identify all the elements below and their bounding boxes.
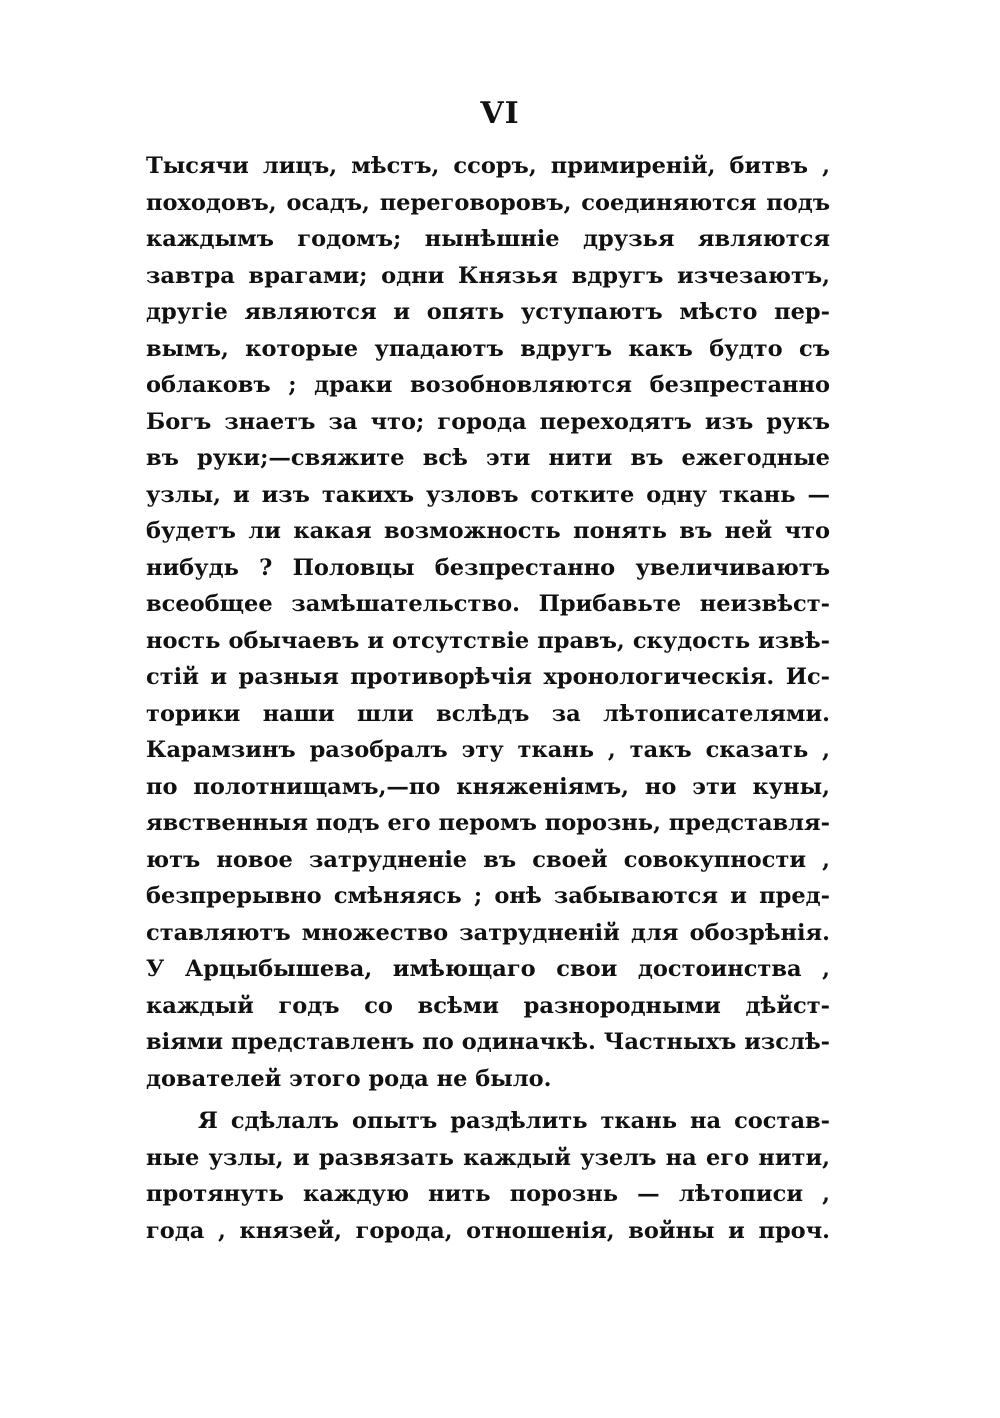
text-line: Карамзинъ разобралъ эту ткань , такъ сказать , <box>146 737 830 763</box>
text-line: завтра врагами; одни Князья вдругъ изчезаютъ, <box>146 262 830 289</box>
text-line: стій и разныя противорѣчія хронологическія. Ис- <box>146 664 830 690</box>
text-line: віями представленъ по одиначкѣ. Частныхъ изслѣ- <box>146 1029 830 1055</box>
text-line: облаковъ ; драки возобновляются безпрестанно <box>146 372 830 398</box>
paragraph-2 <box>146 1103 830 1249</box>
page-number: VI <box>480 96 520 131</box>
paragraph-1 <box>146 148 830 1097</box>
text-line: У Арцыбышева, имѣющаго свои достоинства , <box>146 956 830 982</box>
text-line: другіе являются и опять уступаютъ мѣсто пер- <box>146 299 830 325</box>
text-line: явственныя подъ его перомъ порознь, представля- <box>146 810 830 836</box>
text-line: Я сдѣлалъ опытъ раздѣлить ткань на состав- <box>198 1108 830 1134</box>
text-line: дователей этого рода не было. <box>146 1065 552 1092</box>
text-line: торики наши шли вслѣдъ за лѣтописателями. <box>146 700 830 727</box>
text-line: каждый годъ со всѣми разнородными дѣйст- <box>146 992 830 1019</box>
text-line: безпрерывно смѣняясь ; онѣ забываются и пред- <box>146 883 830 909</box>
text-line: по полотнищамъ,—по княженіямъ, но эти куны, <box>146 773 830 800</box>
text-line: Богъ знаетъ за что; города переходятъ изъ рукъ <box>146 408 830 435</box>
text-line: нибудь ? Половцы безпрестанно увеличиваютъ <box>146 554 830 581</box>
text-line: Тысячи лицъ, мѣстъ, ссоръ, примиреній, битвъ , <box>146 153 830 179</box>
text-line: ные узлы, и развязать каждый узелъ на его нити, <box>146 1144 830 1171</box>
text-line: походовъ, осадъ, переговоровъ, соединяются подъ <box>146 189 830 216</box>
text-line: вымъ, которые упадаютъ вдругъ какъ будто съ <box>146 335 830 362</box>
text-line: узлы, и изъ такихъ узловъ соткитe одну ткань — <box>146 481 830 508</box>
text-line: протянуть каждую нить порознь — лѣтописи , <box>146 1181 830 1207</box>
text-line: всеобщее замѣшательство. Прибавьте неизвѣст- <box>146 591 830 617</box>
text-line: года , князей, города, отношенія, войны и проч. <box>146 1217 830 1244</box>
body-text <box>146 148 830 1249</box>
text-line: каждымъ годомъ; нынѣшніе друзья являются <box>146 226 830 252</box>
text-line: въ руки;—свяжите всѣ эти нити въ ежегодные <box>146 445 830 471</box>
text-line: ставляютъ множество затрудненій для обозрѣнія. <box>146 919 830 946</box>
text-line: будетъ ли какая возможность понять въ ней что <box>146 518 830 544</box>
text-line: ютъ новое затрудненіе въ своей совокупности , <box>146 846 830 873</box>
text-line: ность обычаевъ и отсутствіе правъ, скудость извѣ- <box>146 627 830 654</box>
